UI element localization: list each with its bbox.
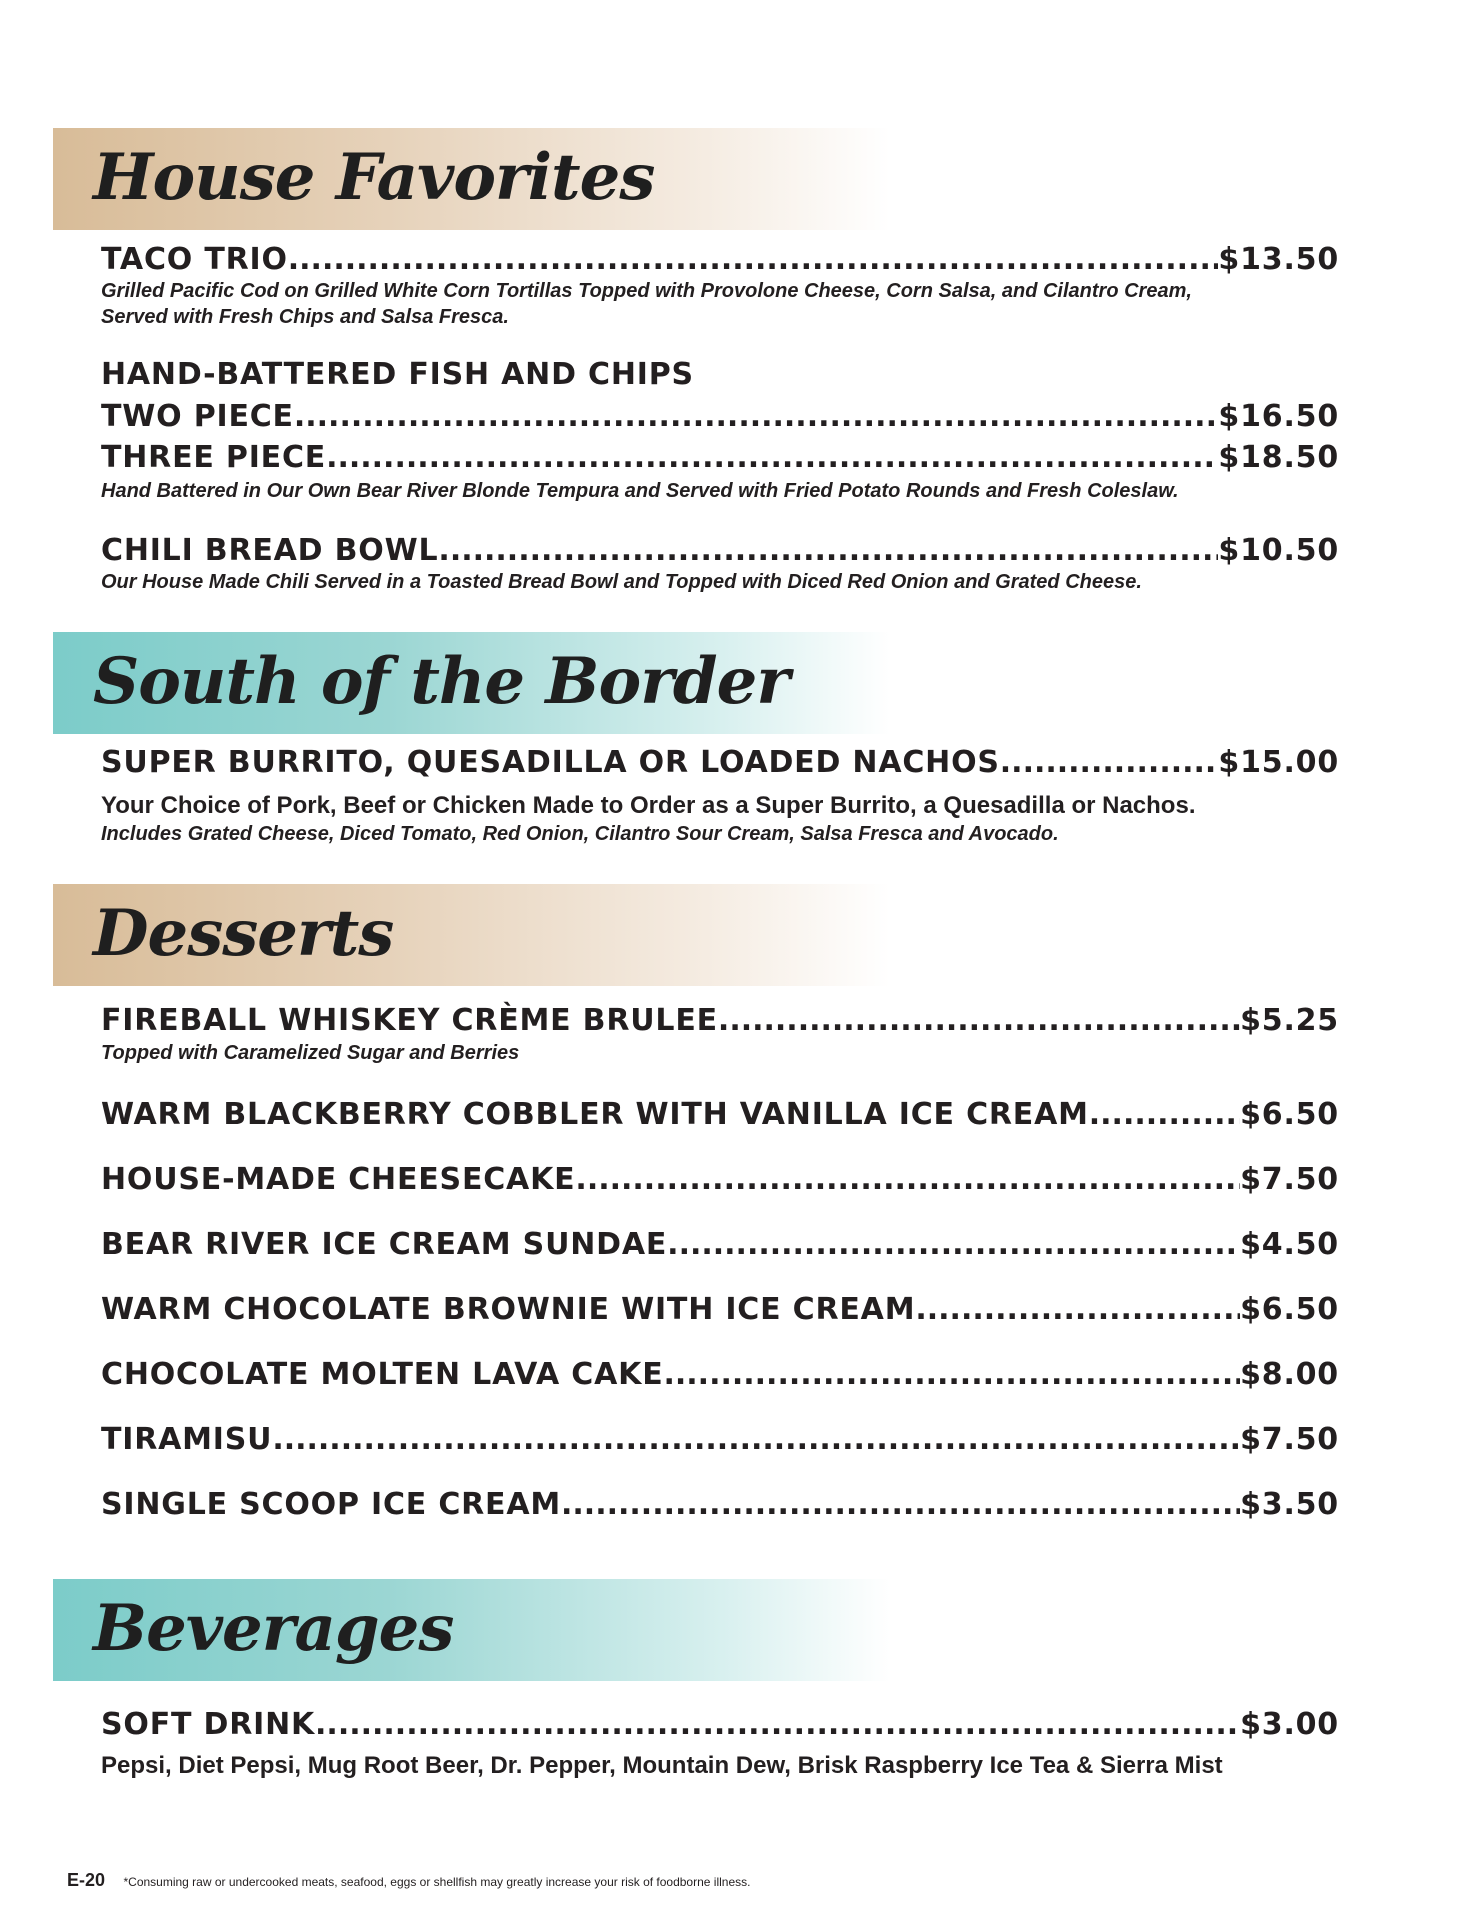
menu-item-cheesecake	[101, 1160, 1339, 1200]
dot-leader	[288, 240, 1219, 280]
item-price: $10.50	[1218, 533, 1339, 568]
item-name: THREE PIECE	[101, 440, 327, 475]
item-price: $3.00	[1240, 1707, 1339, 1742]
item-name: FIREBALL WHISKEY CRÈME BRULEE	[101, 1003, 718, 1038]
item-description-chili-bread-bowl: Our House Made Chili Served in a Toasted Bread Bowl and Topped with Diced Red Onion and Grated Cheese.	[101, 571, 1142, 593]
dot-leader	[561, 1485, 1240, 1525]
item-name: SINGLE SCOOP ICE CREAM	[101, 1487, 562, 1522]
item-description-taco-trio	[101, 278, 1361, 330]
menu-item-super-burrito	[101, 743, 1339, 783]
section-banner-beverages	[53, 1579, 890, 1681]
description-line: Served with Fresh Chips and Salsa Fresca.	[101, 306, 509, 328]
menu-item-soft-drink	[101, 1705, 1339, 1745]
menu-item-two-piece	[101, 397, 1339, 437]
section-banner-house-favorites	[53, 128, 890, 230]
item-price: $16.50	[1218, 399, 1339, 434]
page-footer	[67, 1870, 750, 1891]
item-name: WARM BLACKBERRY COBBLER WITH VANILLA ICE CREAM	[101, 1097, 1089, 1132]
item-price: $3.50	[1240, 1487, 1339, 1522]
item-name: WARM CHOCOLATE BROWNIE WITH ICE CREAM	[101, 1292, 916, 1327]
dot-leader	[718, 1001, 1240, 1041]
section-banner-south-of-the-border	[53, 632, 890, 734]
item-price: $7.50	[1240, 1162, 1339, 1197]
item-description-super-burrito-includes: Includes Grated Cheese, Diced Tomato, Red Onion, Cilantro Sour Cream, Salsa Fresca and Avocado.	[101, 823, 1059, 845]
dot-leader	[272, 1420, 1240, 1460]
item-price: $8.00	[1240, 1357, 1339, 1392]
item-price: $15.00	[1218, 745, 1339, 780]
item-name: SUPER BURRITO, QUESADILLA OR LOADED NACHOS	[101, 745, 1000, 780]
section-title-south-of-the-border: South of the Border	[93, 644, 790, 719]
dot-leader	[1089, 1095, 1240, 1135]
dot-leader	[438, 531, 1218, 571]
foodborne-illness-disclaimer: *Consuming raw or undercooked meats, seafood, eggs or shellfish may greatly increase your risk of foodborne illness.	[123, 1875, 751, 1889]
item-description-super-burrito: Your Choice of Pork, Beef or Chicken Made to Order as a Super Burrito, a Quesadilla or Nachos.	[101, 792, 1196, 819]
menu-item-blackberry-cobbler	[101, 1095, 1339, 1135]
item-price: $6.50	[1240, 1097, 1339, 1132]
menu-item-chocolate-brownie	[101, 1290, 1339, 1330]
dot-leader	[663, 1355, 1240, 1395]
description-line: Grilled Pacific Cod on Grilled White Corn Tortillas Topped with Provolone Cheese, Corn Salsa, and Cilantro Cream,	[101, 280, 1192, 302]
item-price: $5.25	[1240, 1003, 1339, 1038]
dot-leader	[326, 438, 1218, 478]
item-description-fish-and-chips: Hand Battered in Our Own Bear River Blonde Tempura and Served with Fried Potato Rounds and Fresh Coleslaw.	[101, 480, 1179, 502]
menu-item-single-scoop	[101, 1485, 1339, 1525]
item-price: $13.50	[1218, 242, 1339, 277]
dot-leader	[915, 1290, 1240, 1330]
dot-leader	[294, 397, 1219, 437]
menu-item-ice-cream-sundae	[101, 1225, 1339, 1265]
item-price: $6.50	[1240, 1292, 1339, 1327]
section-banner-desserts	[53, 884, 890, 986]
section-title-desserts: Desserts	[93, 896, 394, 971]
dot-leader	[667, 1225, 1240, 1265]
item-price: $7.50	[1240, 1422, 1339, 1457]
item-name: HOUSE-MADE CHEESECAKE	[101, 1162, 576, 1197]
menu-item-molten-lava-cake	[101, 1355, 1339, 1395]
item-description-soft-drink: Pepsi, Diet Pepsi, Mug Root Beer, Dr. Pepper, Mountain Dew, Brisk Raspberry Ice Tea & Sierra Mist	[101, 1752, 1223, 1779]
page-number: E-20	[67, 1870, 106, 1890]
dot-leader	[315, 1705, 1240, 1745]
menu-item-chili-bread-bowl	[101, 531, 1339, 571]
menu-item-tiramisu	[101, 1420, 1339, 1460]
item-name: BEAR RIVER ICE CREAM SUNDAE	[101, 1227, 668, 1262]
menu-item-creme-brulee	[101, 1001, 1339, 1041]
item-name: TIRAMISU	[101, 1422, 273, 1457]
dot-leader	[575, 1160, 1240, 1200]
section-title-beverages: Beverages	[93, 1591, 454, 1666]
dot-leader	[1000, 743, 1219, 783]
menu-item-three-piece	[101, 438, 1339, 478]
item-price: $4.50	[1240, 1227, 1339, 1262]
item-name: SOFT DRINK	[101, 1707, 316, 1742]
item-price: $18.50	[1218, 440, 1339, 475]
item-description-creme-brulee: Topped with Caramelized Sugar and Berries	[101, 1042, 520, 1064]
item-name: TWO PIECE	[101, 399, 294, 434]
section-title-house-favorites: House Favorites	[93, 140, 655, 215]
item-name: CHILI BREAD BOWL	[101, 533, 439, 568]
menu-heading-fish-and-chips: HAND-BATTERED FISH AND CHIPS	[101, 357, 694, 392]
item-name: CHOCOLATE MOLTEN LAVA CAKE	[101, 1357, 664, 1392]
item-name: TACO TRIO	[101, 242, 288, 277]
menu-item-taco-trio	[101, 240, 1339, 280]
